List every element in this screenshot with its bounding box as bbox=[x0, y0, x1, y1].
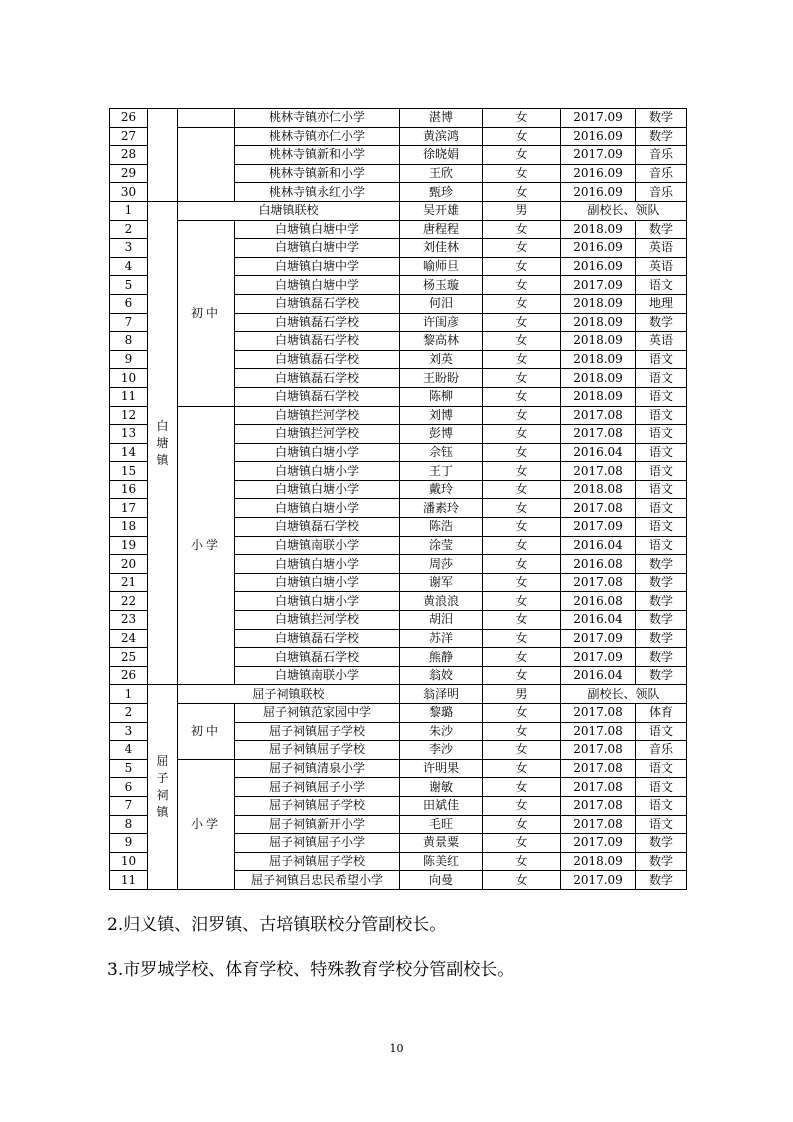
row-number-cell: 4 bbox=[110, 257, 148, 276]
teacher-name-cell: 戴玲 bbox=[400, 480, 483, 499]
gender-cell: 男 bbox=[483, 685, 561, 704]
teacher-name-cell: 李沙 bbox=[400, 741, 483, 760]
start-date-cell: 2016.09 bbox=[561, 183, 636, 202]
school-cell: 白塘镇磊石学校 bbox=[235, 518, 400, 537]
row-number-cell: 21 bbox=[110, 573, 148, 592]
school-cell: 桃林寺镇亦仁小学 bbox=[235, 127, 400, 146]
school-cell: 桃林寺镇永红小学 bbox=[235, 183, 400, 202]
row-number-cell: 9 bbox=[110, 350, 148, 369]
school-cell: 白塘镇磊石学校 bbox=[235, 629, 400, 648]
school-cell: 屈子祠镇屈子学校 bbox=[235, 722, 400, 741]
leader-role-cell: 副校长、领队 bbox=[561, 201, 687, 220]
row-number-cell: 14 bbox=[110, 443, 148, 462]
start-date-cell: 2016.08 bbox=[561, 555, 636, 574]
gender-cell: 女 bbox=[483, 852, 561, 871]
subject-cell: 数学 bbox=[636, 555, 687, 574]
gender-cell: 女 bbox=[483, 406, 561, 425]
gender-cell: 女 bbox=[483, 499, 561, 518]
subject-cell: 语文 bbox=[636, 276, 687, 295]
start-date-cell: 2018.09 bbox=[561, 387, 636, 406]
teacher-name-cell: 陈美红 bbox=[400, 852, 483, 871]
subject-cell: 数学 bbox=[636, 592, 687, 611]
level-cell: 小学 bbox=[178, 759, 235, 889]
gender-cell: 女 bbox=[483, 536, 561, 555]
start-date-cell: 2016.09 bbox=[561, 257, 636, 276]
subject-cell: 地理 bbox=[636, 294, 687, 313]
start-date-cell: 2017.08 bbox=[561, 499, 636, 518]
subject-cell: 英语 bbox=[636, 239, 687, 258]
row-number-cell: 2 bbox=[110, 704, 148, 723]
start-date-cell: 2016.04 bbox=[561, 611, 636, 630]
start-date-cell: 2018.08 bbox=[561, 480, 636, 499]
school-cell: 白塘镇白塘小学 bbox=[235, 462, 400, 481]
teacher-name-cell: 黄滨鸿 bbox=[400, 127, 483, 146]
table-row bbox=[110, 406, 687, 425]
subject-cell: 语文 bbox=[636, 480, 687, 499]
row-number-cell: 17 bbox=[110, 499, 148, 518]
gender-cell: 女 bbox=[483, 387, 561, 406]
school-cell: 白塘镇白塘小学 bbox=[235, 443, 400, 462]
teacher-name-cell: 许闺彦 bbox=[400, 313, 483, 332]
school-cell: 白塘镇磊石学校 bbox=[235, 332, 400, 351]
subject-cell: 音乐 bbox=[636, 146, 687, 165]
school-cell: 白塘镇磊石学校 bbox=[235, 313, 400, 332]
row-number-cell: 7 bbox=[110, 796, 148, 815]
subject-cell: 体育 bbox=[636, 704, 687, 723]
teacher-name-cell: 唐程程 bbox=[400, 220, 483, 239]
teacher-name-cell: 陈浩 bbox=[400, 518, 483, 537]
subject-cell: 英语 bbox=[636, 257, 687, 276]
paragraph-item-2: 2.归义镇、汨罗镇、古培镇联校分管副校长。 bbox=[107, 915, 447, 935]
start-date-cell: 2018.09 bbox=[561, 294, 636, 313]
teacher-name-cell: 潘素玲 bbox=[400, 499, 483, 518]
gender-cell: 女 bbox=[483, 796, 561, 815]
town-cell bbox=[148, 109, 178, 202]
school-cell: 白塘镇白塘小学 bbox=[235, 480, 400, 499]
row-number-cell: 26 bbox=[110, 666, 148, 685]
teacher-name-cell: 苏洋 bbox=[400, 629, 483, 648]
town-cell: 白塘镇 bbox=[148, 201, 178, 684]
gender-cell: 女 bbox=[483, 834, 561, 853]
start-date-cell: 2017.08 bbox=[561, 704, 636, 723]
gender-cell: 女 bbox=[483, 592, 561, 611]
row-number-cell: 7 bbox=[110, 313, 148, 332]
town-cell: 屈子祠镇 bbox=[148, 685, 178, 890]
teacher-name-cell: 王欣 bbox=[400, 164, 483, 183]
gender-cell: 女 bbox=[483, 611, 561, 630]
subject-cell: 语文 bbox=[636, 796, 687, 815]
row-number-cell: 30 bbox=[110, 183, 148, 202]
subject-cell: 数学 bbox=[636, 220, 687, 239]
paragraph-item-3: 3.市罗城学校、体育学校、特殊教育学校分管副校长。 bbox=[107, 960, 515, 980]
teacher-name-cell: 喻师旦 bbox=[400, 257, 483, 276]
start-date-cell: 2016.09 bbox=[561, 164, 636, 183]
teacher-name-cell: 黄浪浪 bbox=[400, 592, 483, 611]
school-cell: 桃林寺镇新和小学 bbox=[235, 164, 400, 183]
subject-cell: 数学 bbox=[636, 109, 687, 128]
start-date-cell: 2017.09 bbox=[561, 518, 636, 537]
start-date-cell: 2018.09 bbox=[561, 350, 636, 369]
gender-cell: 男 bbox=[483, 201, 561, 220]
table-row bbox=[110, 220, 687, 239]
row-number-cell: 28 bbox=[110, 146, 148, 165]
gender-cell: 女 bbox=[483, 666, 561, 685]
teacher-name-cell: 翁姣 bbox=[400, 666, 483, 685]
school-cell: 白塘镇白塘中学 bbox=[235, 239, 400, 258]
start-date-cell: 2017.08 bbox=[561, 815, 636, 834]
subject-cell: 语文 bbox=[636, 425, 687, 444]
school-cell: 白塘镇白塘小学 bbox=[235, 555, 400, 574]
subject-cell: 语文 bbox=[636, 778, 687, 797]
teacher-name-cell: 王丁 bbox=[400, 462, 483, 481]
teacher-name-cell: 王盼盼 bbox=[400, 369, 483, 388]
subject-cell: 语文 bbox=[636, 815, 687, 834]
school-cell: 白塘镇拦河学校 bbox=[235, 611, 400, 630]
start-date-cell: 2017.08 bbox=[561, 462, 636, 481]
teacher-name-cell: 陈柳 bbox=[400, 387, 483, 406]
subject-cell: 数学 bbox=[636, 127, 687, 146]
teacher-name-cell: 刘英 bbox=[400, 350, 483, 369]
teacher-roster-table bbox=[109, 108, 687, 890]
school-cell: 白塘镇白塘小学 bbox=[235, 573, 400, 592]
start-date-cell: 2017.08 bbox=[561, 796, 636, 815]
subject-cell: 数学 bbox=[636, 313, 687, 332]
start-date-cell: 2018.09 bbox=[561, 220, 636, 239]
teacher-name-cell: 谢敏 bbox=[400, 778, 483, 797]
teacher-name-cell: 周莎 bbox=[400, 555, 483, 574]
gender-cell: 女 bbox=[483, 443, 561, 462]
subject-cell: 数学 bbox=[636, 573, 687, 592]
subject-cell: 数学 bbox=[636, 666, 687, 685]
level-cell: 初中 bbox=[178, 704, 235, 760]
gender-cell: 女 bbox=[483, 183, 561, 202]
teacher-name-cell: 谢军 bbox=[400, 573, 483, 592]
gender-cell: 女 bbox=[483, 778, 561, 797]
leader-school-cell: 屈子祠镇联校 bbox=[178, 685, 400, 704]
start-date-cell: 2018.09 bbox=[561, 313, 636, 332]
school-cell: 屈子祠镇屈子小学 bbox=[235, 778, 400, 797]
start-date-cell: 2017.09 bbox=[561, 871, 636, 890]
school-cell: 白塘镇磊石学校 bbox=[235, 648, 400, 667]
row-number-cell: 9 bbox=[110, 834, 148, 853]
row-number-cell: 8 bbox=[110, 815, 148, 834]
gender-cell: 女 bbox=[483, 462, 561, 481]
subject-cell: 语文 bbox=[636, 406, 687, 425]
row-number-cell: 8 bbox=[110, 332, 148, 351]
row-number-cell: 15 bbox=[110, 462, 148, 481]
gender-cell: 女 bbox=[483, 127, 561, 146]
teacher-name-cell: 杨玉璇 bbox=[400, 276, 483, 295]
gender-cell: 女 bbox=[483, 573, 561, 592]
subject-cell: 语文 bbox=[636, 387, 687, 406]
table-row bbox=[110, 685, 687, 704]
row-number-cell: 3 bbox=[110, 722, 148, 741]
teacher-name-cell: 涂莹 bbox=[400, 536, 483, 555]
start-date-cell: 2017.09 bbox=[561, 834, 636, 853]
start-date-cell: 2016.08 bbox=[561, 592, 636, 611]
teacher-name-cell: 黎璐 bbox=[400, 704, 483, 723]
school-cell: 桃林寺镇新和小学 bbox=[235, 146, 400, 165]
gender-cell: 女 bbox=[483, 425, 561, 444]
row-number-cell: 23 bbox=[110, 611, 148, 630]
school-cell: 白塘镇拦河学校 bbox=[235, 425, 400, 444]
row-number-cell: 19 bbox=[110, 536, 148, 555]
table-row bbox=[110, 127, 687, 146]
teacher-name-cell: 朱沙 bbox=[400, 722, 483, 741]
school-cell: 屈子祠镇范家园中学 bbox=[235, 704, 400, 723]
page-number: 10 bbox=[389, 1042, 404, 1055]
gender-cell: 女 bbox=[483, 629, 561, 648]
row-number-cell: 16 bbox=[110, 480, 148, 499]
subject-cell: 音乐 bbox=[636, 164, 687, 183]
school-cell: 白塘镇南联小学 bbox=[235, 666, 400, 685]
gender-cell: 女 bbox=[483, 164, 561, 183]
table-row bbox=[110, 704, 687, 723]
teacher-name-cell: 湛博 bbox=[400, 109, 483, 128]
gender-cell: 女 bbox=[483, 109, 561, 128]
school-cell: 白塘镇磊石学校 bbox=[235, 369, 400, 388]
school-cell: 白塘镇白塘中学 bbox=[235, 276, 400, 295]
school-cell: 屈子祠镇屈子小学 bbox=[235, 834, 400, 853]
subject-cell: 语文 bbox=[636, 499, 687, 518]
school-cell: 白塘镇磊石学校 bbox=[235, 387, 400, 406]
start-date-cell: 2017.08 bbox=[561, 741, 636, 760]
row-number-cell: 20 bbox=[110, 555, 148, 574]
table-row bbox=[110, 109, 687, 128]
school-cell: 白塘镇磊石学校 bbox=[235, 350, 400, 369]
row-number-cell: 10 bbox=[110, 369, 148, 388]
start-date-cell: 2017.09 bbox=[561, 648, 636, 667]
row-number-cell: 12 bbox=[110, 406, 148, 425]
row-number-cell: 5 bbox=[110, 276, 148, 295]
subject-cell: 语文 bbox=[636, 518, 687, 537]
gender-cell: 女 bbox=[483, 294, 561, 313]
subject-cell: 语文 bbox=[636, 536, 687, 555]
start-date-cell: 2018.09 bbox=[561, 852, 636, 871]
school-cell: 屈子祠镇清泉小学 bbox=[235, 759, 400, 778]
gender-cell: 女 bbox=[483, 313, 561, 332]
teacher-name-cell: 徐晓娟 bbox=[400, 146, 483, 165]
row-number-cell: 1 bbox=[110, 685, 148, 704]
teacher-name-cell: 刘佳林 bbox=[400, 239, 483, 258]
gender-cell: 女 bbox=[483, 480, 561, 499]
gender-cell: 女 bbox=[483, 815, 561, 834]
gender-cell: 女 bbox=[483, 741, 561, 760]
row-number-cell: 18 bbox=[110, 518, 148, 537]
leader-school-cell: 白塘镇联校 bbox=[178, 201, 400, 220]
start-date-cell: 2017.08 bbox=[561, 722, 636, 741]
subject-cell: 数学 bbox=[636, 871, 687, 890]
teacher-name-cell: 吴开雄 bbox=[400, 201, 483, 220]
row-number-cell: 24 bbox=[110, 629, 148, 648]
teacher-name-cell: 毛旺 bbox=[400, 815, 483, 834]
subject-cell: 数学 bbox=[636, 629, 687, 648]
gender-cell: 女 bbox=[483, 871, 561, 890]
row-number-cell: 4 bbox=[110, 741, 148, 760]
school-cell: 白塘镇南联小学 bbox=[235, 536, 400, 555]
start-date-cell: 2017.09 bbox=[561, 276, 636, 295]
row-number-cell: 22 bbox=[110, 592, 148, 611]
start-date-cell: 2017.08 bbox=[561, 425, 636, 444]
row-number-cell: 6 bbox=[110, 294, 148, 313]
gender-cell: 女 bbox=[483, 648, 561, 667]
school-cell: 白塘镇白塘小学 bbox=[235, 592, 400, 611]
teacher-name-cell: 甄珍 bbox=[400, 183, 483, 202]
row-number-cell: 25 bbox=[110, 648, 148, 667]
school-cell: 白塘镇白塘中学 bbox=[235, 220, 400, 239]
school-cell: 屈子祠镇吕忠民希望小学 bbox=[235, 871, 400, 890]
start-date-cell: 2017.09 bbox=[561, 146, 636, 165]
row-number-cell: 29 bbox=[110, 164, 148, 183]
school-cell: 桃林寺镇亦仁小学 bbox=[235, 109, 400, 128]
start-date-cell: 2017.08 bbox=[561, 778, 636, 797]
level-cell: 小学 bbox=[178, 406, 235, 685]
subject-cell: 数学 bbox=[636, 611, 687, 630]
leader-role-cell: 副校长、领队 bbox=[561, 685, 687, 704]
row-number-cell: 3 bbox=[110, 239, 148, 258]
teacher-name-cell: 刘博 bbox=[400, 406, 483, 425]
gender-cell: 女 bbox=[483, 759, 561, 778]
row-number-cell: 2 bbox=[110, 220, 148, 239]
school-cell: 屈子祠镇屈子学校 bbox=[235, 796, 400, 815]
row-number-cell: 11 bbox=[110, 871, 148, 890]
row-number-cell: 6 bbox=[110, 778, 148, 797]
school-cell: 白塘镇磊石学校 bbox=[235, 294, 400, 313]
teacher-name-cell: 佘钰 bbox=[400, 443, 483, 462]
row-number-cell: 5 bbox=[110, 759, 148, 778]
start-date-cell: 2016.04 bbox=[561, 666, 636, 685]
school-cell: 屈子祠镇屈子学校 bbox=[235, 741, 400, 760]
start-date-cell: 2017.09 bbox=[561, 109, 636, 128]
row-number-cell: 10 bbox=[110, 852, 148, 871]
school-cell: 屈子祠镇新开小学 bbox=[235, 815, 400, 834]
teacher-name-cell: 胡汨 bbox=[400, 611, 483, 630]
teacher-name-cell: 何汨 bbox=[400, 294, 483, 313]
gender-cell: 女 bbox=[483, 276, 561, 295]
teacher-name-cell: 许明果 bbox=[400, 759, 483, 778]
teacher-name-cell: 黎高林 bbox=[400, 332, 483, 351]
subject-cell: 音乐 bbox=[636, 183, 687, 202]
school-cell: 白塘镇拦河学校 bbox=[235, 406, 400, 425]
row-number-cell: 1 bbox=[110, 201, 148, 220]
table-row bbox=[110, 201, 687, 220]
subject-cell: 数学 bbox=[636, 648, 687, 667]
teacher-name-cell: 向曼 bbox=[400, 871, 483, 890]
teacher-name-cell: 田斌佳 bbox=[400, 796, 483, 815]
subject-cell: 数学 bbox=[636, 852, 687, 871]
row-number-cell: 11 bbox=[110, 387, 148, 406]
gender-cell: 女 bbox=[483, 146, 561, 165]
row-number-cell: 13 bbox=[110, 425, 148, 444]
subject-cell: 语文 bbox=[636, 462, 687, 481]
start-date-cell: 2018.09 bbox=[561, 369, 636, 388]
subject-cell: 语文 bbox=[636, 369, 687, 388]
gender-cell: 女 bbox=[483, 704, 561, 723]
start-date-cell: 2018.09 bbox=[561, 332, 636, 351]
row-number-cell: 27 bbox=[110, 127, 148, 146]
gender-cell: 女 bbox=[483, 332, 561, 351]
teacher-name-cell: 黄景粟 bbox=[400, 834, 483, 853]
gender-cell: 女 bbox=[483, 555, 561, 574]
start-date-cell: 2017.08 bbox=[561, 759, 636, 778]
level-cell bbox=[178, 109, 235, 128]
subject-cell: 英语 bbox=[636, 332, 687, 351]
gender-cell: 女 bbox=[483, 518, 561, 537]
subject-cell: 语文 bbox=[636, 350, 687, 369]
gender-cell: 女 bbox=[483, 722, 561, 741]
subject-cell: 数学 bbox=[636, 834, 687, 853]
subject-cell: 语文 bbox=[636, 443, 687, 462]
gender-cell: 女 bbox=[483, 220, 561, 239]
subject-cell: 音乐 bbox=[636, 741, 687, 760]
start-date-cell: 2017.08 bbox=[561, 573, 636, 592]
gender-cell: 女 bbox=[483, 350, 561, 369]
gender-cell: 女 bbox=[483, 369, 561, 388]
school-cell: 白塘镇白塘中学 bbox=[235, 257, 400, 276]
gender-cell: 女 bbox=[483, 257, 561, 276]
start-date-cell: 2016.09 bbox=[561, 127, 636, 146]
subject-cell: 语文 bbox=[636, 722, 687, 741]
school-cell: 白塘镇白塘小学 bbox=[235, 499, 400, 518]
start-date-cell: 2016.04 bbox=[561, 536, 636, 555]
level-cell bbox=[178, 127, 235, 201]
teacher-name-cell: 翁泽明 bbox=[400, 685, 483, 704]
start-date-cell: 2016.09 bbox=[561, 239, 636, 258]
level-cell: 初中 bbox=[178, 220, 235, 406]
teacher-name-cell: 熊静 bbox=[400, 648, 483, 667]
school-cell: 屈子祠镇屈子学校 bbox=[235, 852, 400, 871]
table-row bbox=[110, 759, 687, 778]
subject-cell: 语文 bbox=[636, 759, 687, 778]
teacher-name-cell: 彭博 bbox=[400, 425, 483, 444]
gender-cell: 女 bbox=[483, 239, 561, 258]
start-date-cell: 2017.09 bbox=[561, 629, 636, 648]
start-date-cell: 2017.08 bbox=[561, 406, 636, 425]
start-date-cell: 2016.04 bbox=[561, 443, 636, 462]
row-number-cell: 26 bbox=[110, 109, 148, 128]
